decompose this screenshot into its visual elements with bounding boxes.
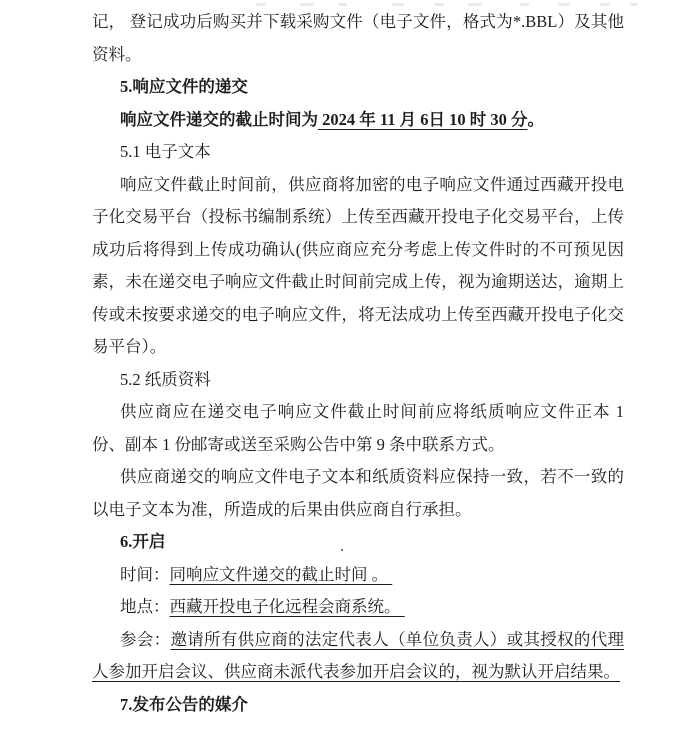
document-text (92, 6, 624, 721)
text-run: 参会： (120, 629, 171, 649)
text-line (92, 136, 624, 169)
text-run: 传或未按要求递交的电子响应文件，将无法成功上传至西藏开投电子化交 (92, 304, 624, 324)
text-run: 成功后将得到上传成功确认(供应商应充分考虑上传文件时的不可预见因 (92, 239, 624, 259)
text-run: 6.开启 (120, 532, 166, 551)
text-run: 5.2 纸质资料 (120, 369, 211, 389)
text-line (92, 624, 624, 657)
text-run: 时间： (120, 564, 170, 584)
underlined-text-run: 人参加开启会议、供应商未派代表参加开启会议的，视为默认开启结果。 (92, 662, 620, 681)
text-line (92, 299, 624, 332)
text-line (92, 396, 624, 429)
text-line (92, 331, 624, 364)
text-line (92, 364, 624, 397)
text-run: 响应文件递交的截止时间为 (120, 109, 318, 129)
text-line (92, 461, 624, 494)
text-line (92, 689, 624, 722)
text-line (92, 559, 624, 592)
text-run: 5.响应文件的递交 (120, 77, 248, 96)
text-run: 素，未在递交电子响应文件截止时间前完成上传，视为逾期送达，逾期上 (92, 272, 624, 291)
text-run: 份、副本 1 份邮寄或送至采购公告中第 9 条中联系方式。 (92, 434, 505, 454)
text-line (92, 169, 624, 202)
text-run: 7.发布公告的媒介 (120, 694, 248, 714)
text-run: 记， 登记成功后购买并下载采购文件（电子文件，格式为*.BBL）及其他 (92, 12, 624, 31)
text-run: 子化交易平台（投标书编制系统）上传至西藏开投电子化交易平台，上传 (92, 207, 624, 226)
text-line (92, 201, 624, 234)
text-line (92, 104, 624, 137)
text-run: 易平台）。 (92, 337, 167, 356)
text-line (92, 234, 624, 267)
underlined-text-run: 西藏开投电子化远程会商系统。 (169, 597, 405, 616)
text-run: 地点： (120, 597, 170, 616)
text-run: 供应商应在递交电子响应文件截止时间前应将纸质响应文件正本 1 (120, 402, 624, 421)
underlined-text-run: 同响应文件递交的截止时间 。 (169, 564, 393, 584)
text-line (92, 656, 624, 689)
text-run: 供应商递交的响应文件电子文本和纸质资料应保持一致，若不一致的 (120, 467, 624, 486)
text-line (92, 526, 624, 559)
text-line (92, 39, 624, 72)
text-run: 以电子文本为准，所造成的后果由供应商自行承担。 (92, 499, 472, 519)
text-run: 5.1 电子文本 (120, 142, 211, 161)
text-line (92, 429, 624, 462)
text-run: 。 (527, 109, 544, 129)
underlined-text-run: 2024 年 11 月 6日 10 时 30 分 (318, 109, 528, 129)
text-line (92, 6, 624, 39)
text-run: 资料。 (92, 44, 142, 64)
text-line (92, 591, 624, 624)
text-line (92, 494, 624, 527)
text-line (92, 266, 624, 299)
stray-mark (341, 549, 343, 551)
remnant-mark (630, 3, 638, 6)
text-line (92, 71, 624, 104)
text-run: 响应文件截止时间前，供应商将加密的电子响应文件通过西藏开投电 (120, 174, 624, 194)
underlined-text-run: 邀请所有供应商的法定代表人（单位负责人）或其授权的代理 (170, 629, 624, 649)
